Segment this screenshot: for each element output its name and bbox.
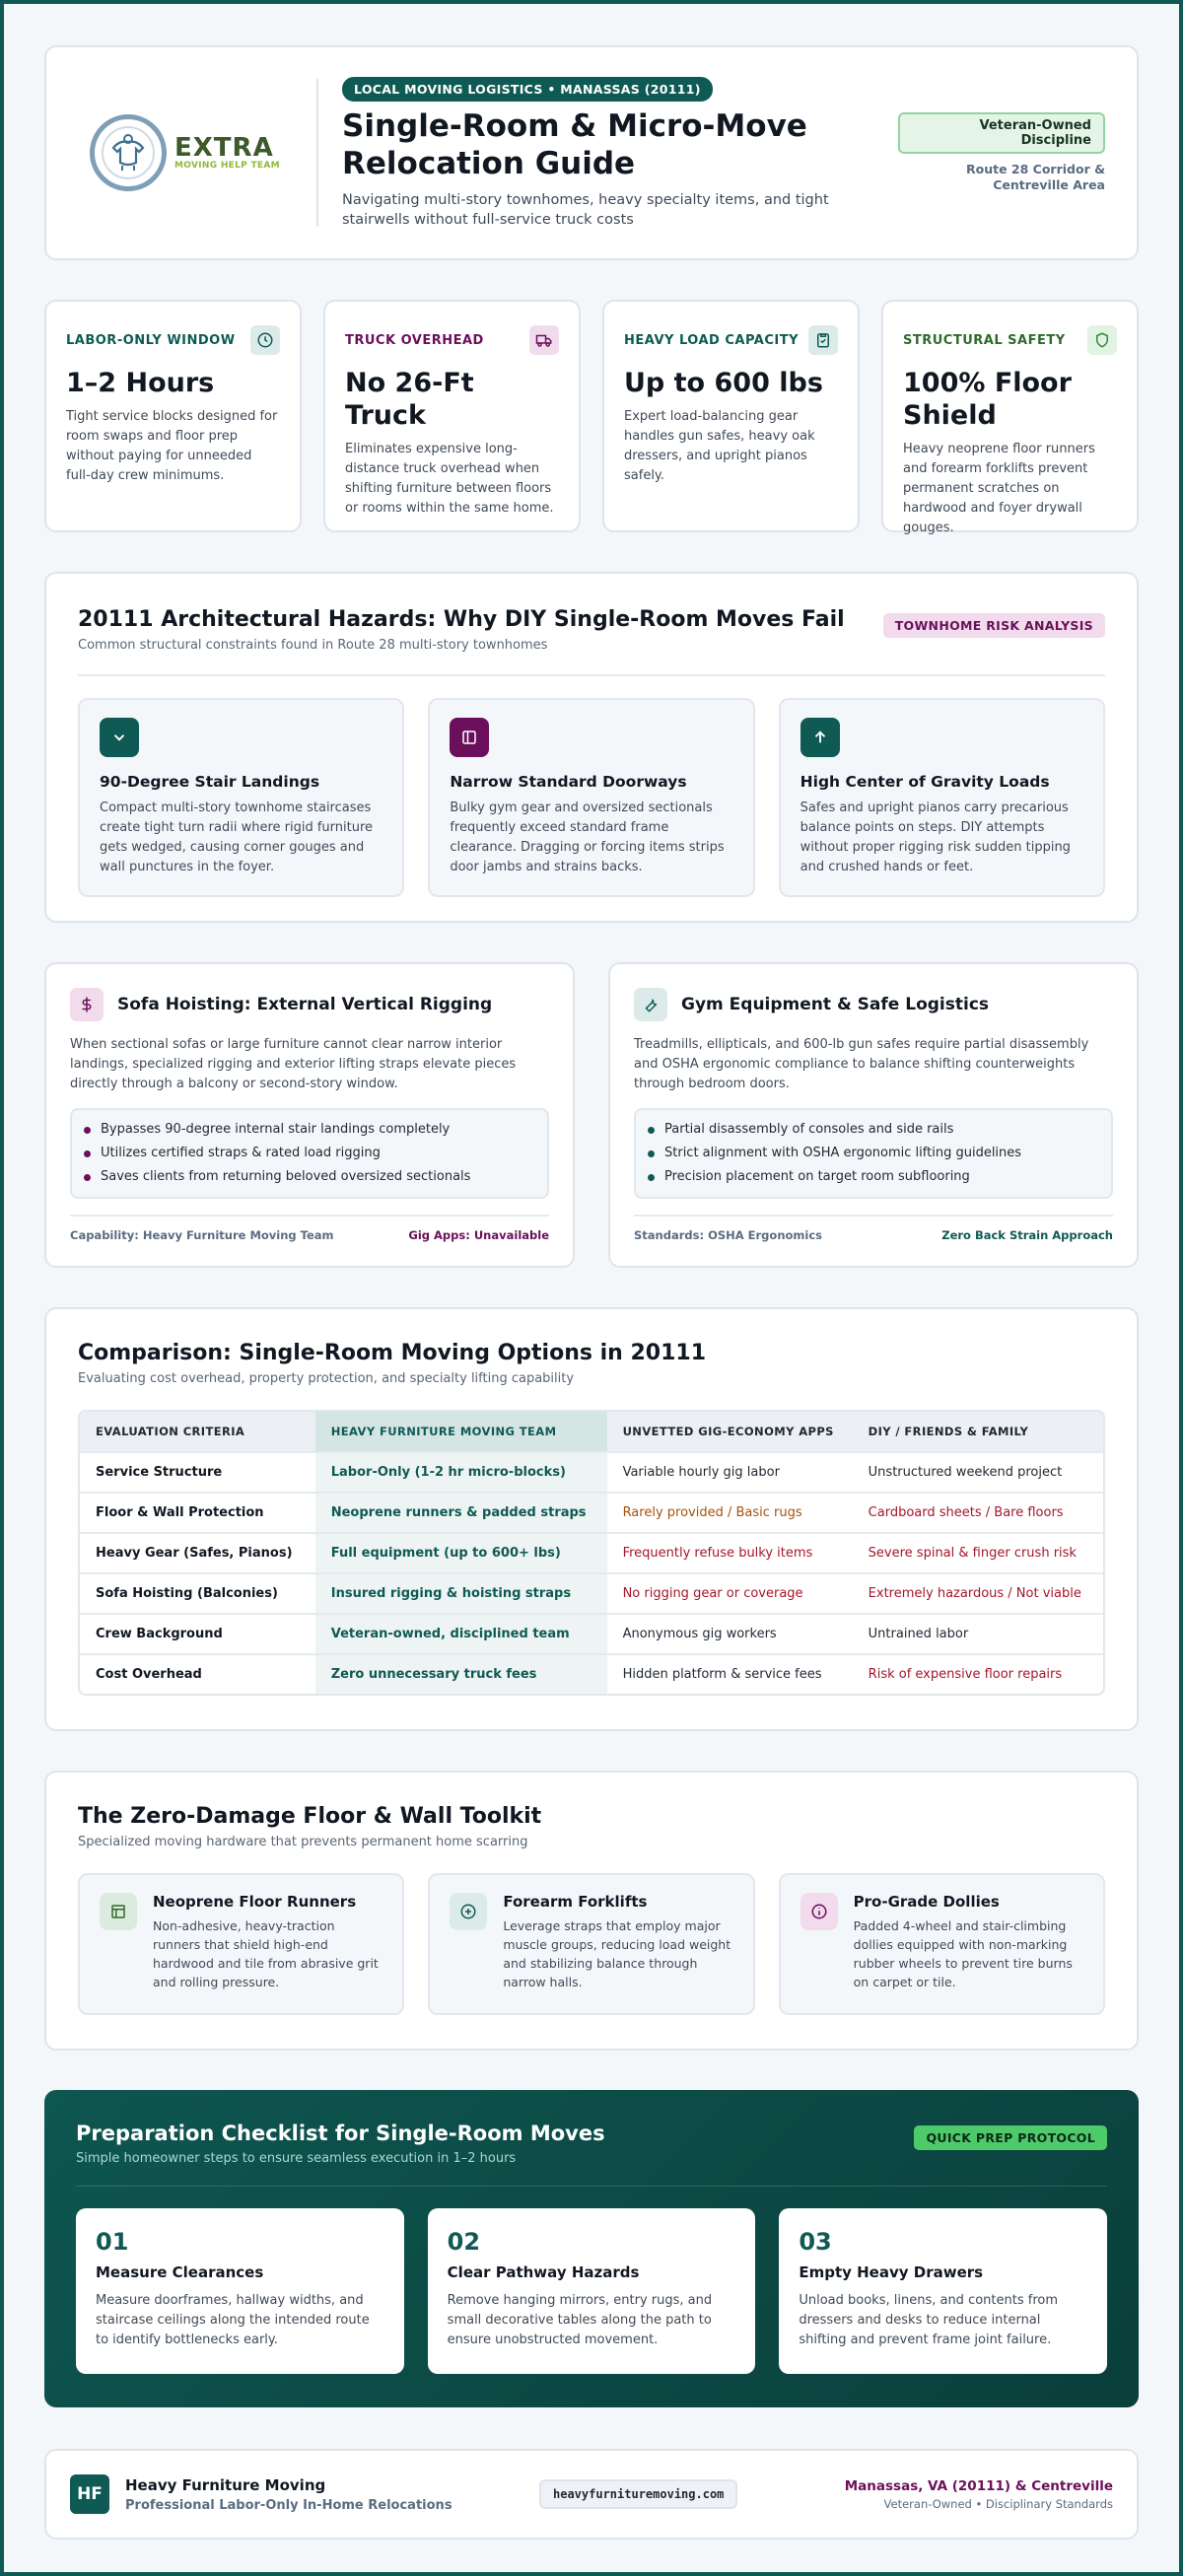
plus-circle-icon (450, 1893, 487, 1930)
page-subtitle: Navigating multi-story townhomes, heavy specialty items, and tight stairwells without full-service truck costs (342, 191, 829, 228)
toolkit-item-description: Non-adhesive, heavy-traction runners that shield high-end hardwood and tile from abrasive grit and rolling pressure. (153, 1918, 379, 1989)
shield-icon (1087, 325, 1117, 355)
hazard-description: Safes and upright pianos carry precarious balance points on steps. DIY attempts without proper rigging risk sudden tipping and crushed hands or feet. (800, 801, 1071, 874)
page-footer (44, 2449, 1139, 2540)
bullet-dot (648, 1150, 655, 1157)
table-cell: Insured rigging & hoisting straps (315, 1572, 607, 1613)
header-divider (316, 79, 318, 227)
stat-label: STRUCTURAL SAFETY (903, 332, 1066, 348)
header-kicker: LOCAL MOVING LOGISTICS • MANASSAS (20111) (342, 77, 713, 102)
capability-card (44, 962, 575, 1268)
table-cell: Cardboard sheets / Bare floors (853, 1492, 1103, 1532)
hazards-section (44, 572, 1139, 923)
list-item (84, 1142, 535, 1165)
table-cell: Hidden platform & service fees (607, 1653, 853, 1694)
capability-title: Gym Equipment & Safe Logistics (681, 995, 990, 1014)
point-text: Utilizes certified straps & rated load rigging (101, 1146, 381, 1160)
comparison-title: Comparison: Single-Room Moving Options in 20111 (78, 1341, 707, 1365)
checklist-step (779, 2208, 1107, 2374)
brand-logo[interactable] (90, 114, 295, 191)
footer-standards: Veteran-Owned • Disciplinary Standards (883, 2496, 1113, 2511)
page-header (44, 45, 1139, 260)
bullet-dot (84, 1127, 91, 1134)
comparison-table (78, 1410, 1105, 1696)
step-description: Measure doorframes, hallway widths, and staircase ceilings along the intended route to identify bottlenecks early. (96, 2293, 370, 2347)
capability-footer-left: Standards: OSHA Ergonomics (634, 1228, 822, 1242)
bullet-dot (648, 1174, 655, 1181)
checklist-section (44, 2090, 1139, 2407)
column-header: HEAVY FURNITURE MOVING TEAM (315, 1412, 607, 1451)
toolkit-section (44, 1771, 1139, 2051)
table-row (80, 1492, 1103, 1532)
list-item (84, 1165, 535, 1189)
hazard-title: 90-Degree Stair Landings (100, 773, 320, 791)
capability-card (608, 962, 1139, 1268)
chevron-down-icon (100, 718, 139, 757)
table-row (80, 1572, 1103, 1613)
footer-logo: HF (70, 2474, 109, 2514)
step-description: Unload books, linens, and contents from dressers and desks to reduce internal shifting and prevent frame joint failure. (799, 2293, 1058, 2347)
toolkit-item-title: Forearm Forklifts (503, 1893, 648, 1911)
capability-description: Treadmills, ellipticals, and 600-lb gun safes require partial disassembly and OSHA ergonomic compliance to balance shifting counterweights through bedroom doors. (634, 1037, 1089, 1091)
capability-footer-right: Gig Apps: Unavailable (408, 1228, 549, 1242)
table-cell: Anonymous gig workers (607, 1613, 853, 1653)
risk-analysis-badge: TOWNHOME RISK ANALYSIS (883, 613, 1105, 638)
wrench-icon (634, 988, 667, 1021)
table-row (80, 1532, 1103, 1572)
capabilities-row (44, 962, 1139, 1268)
column-header: DIY / FRIENDS & FAMILY (853, 1412, 1103, 1451)
stat-value: Up to 600 lbs (624, 368, 823, 398)
bullet-dot (84, 1150, 91, 1157)
hazard-description: Compact multi-story townhome staircases create tight turn radii where rigid furniture gets wedged, causing corner gouges and wall punctures in the foyer. (100, 801, 374, 874)
hazard-card (78, 698, 404, 897)
table-cell: Risk of expensive floor repairs (853, 1653, 1103, 1694)
table-cell: Untrained labor (853, 1613, 1103, 1653)
truck-icon (529, 325, 559, 355)
toolkit-subtitle: Specialized moving hardware that prevents permanent home scarring (78, 1835, 528, 1849)
table-row (80, 1653, 1103, 1694)
comparison-section (44, 1307, 1139, 1731)
point-text: Precision placement on target room subflooring (664, 1169, 970, 1184)
stat-label: HEAVY LOAD CAPACITY (624, 332, 799, 348)
footer-location: Manassas, VA (20111) & Centreville (844, 2477, 1113, 2494)
table-cell: Severe spinal & finger crush risk (853, 1532, 1103, 1572)
criteria-cell: Service Structure (80, 1451, 315, 1492)
point-text: Partial disassembly of consoles and side rails (664, 1122, 954, 1137)
toolkit-item-title: Pro-Grade Dollies (853, 1893, 1000, 1911)
step-title: Empty Heavy Drawers (799, 2263, 984, 2281)
table-cell: Neoprene runners & padded straps (315, 1492, 607, 1532)
stat-description: Eliminates expensive long-distance truck overhead when shifting furniture between floors or rooms within the same home. (345, 442, 554, 516)
table-header-row (80, 1412, 1103, 1451)
capability-description: When sectional sofas or large furniture cannot clear narrow interior landings, specialized rigging and exterior lifting straps elevate pieces directly through a balcony or second-story window. (70, 1037, 517, 1091)
table-cell: Labor-Only (1-2 hr micro-blocks) (315, 1451, 607, 1492)
checklist-divider (76, 2186, 1107, 2187)
table-cell: Variable hourly gig labor (607, 1451, 853, 1492)
column-header: EVALUATION CRITERIA (80, 1412, 315, 1451)
table-cell: Frequently refuse bulky items (607, 1532, 853, 1572)
list-item (648, 1118, 1099, 1142)
capability-title: Sofa Hoisting: External Vertical Rigging (117, 995, 493, 1014)
arrow-up-icon (800, 718, 840, 757)
info-circle-icon (800, 1893, 838, 1930)
table-cell: Unstructured weekend project (853, 1451, 1103, 1492)
hazard-card (779, 698, 1105, 897)
bullet-dot (648, 1127, 655, 1134)
step-number: 02 (447, 2228, 481, 2256)
hazard-card (428, 698, 754, 897)
stat-label: LABOR-ONLY WINDOW (66, 332, 236, 348)
dollar-icon (70, 988, 104, 1021)
table-cell: Veteran-owned, disciplined team (315, 1613, 607, 1653)
hazard-description: Bulky gym gear and oversized sectionals frequently exceed standard frame clearance. Dragging or forcing items strips door jambs and strains backs. (450, 801, 725, 874)
stat-card (881, 300, 1139, 535)
point-text: Strict alignment with OSHA ergonomic lifting guidelines (664, 1146, 1022, 1160)
comparison-body (80, 1451, 1103, 1694)
stat-value: 1–2 Hours (66, 368, 215, 398)
step-title: Clear Pathway Hazards (447, 2263, 640, 2281)
step-title: Measure Clearances (96, 2263, 264, 2281)
table-row (80, 1613, 1103, 1653)
column-header: UNVETTED GIG-ECONOMY APPS (607, 1412, 853, 1451)
toolkit-item-description: Leverage straps that employ major muscle groups, reducing load weight and stabilizing balance through narrow halls. (503, 1918, 731, 1989)
table-cell: No rigging gear or coverage (607, 1572, 853, 1613)
toolkit-card (779, 1873, 1105, 2015)
point-text: Bypasses 90-degree internal stair landings completely (101, 1122, 451, 1137)
toolkit-title: The Zero-Damage Floor & Wall Toolkit (78, 1804, 542, 1829)
website-link[interactable]: heavyfurnituremoving.com (539, 2479, 737, 2509)
stat-description: Expert load-balancing gear handles gun safes, heavy oak dressers, and upright pianos safely. (624, 409, 815, 483)
criteria-cell: Heavy Gear (Safes, Pianos) (80, 1532, 315, 1572)
layout-icon (100, 1893, 137, 1930)
checklist-step (428, 2208, 756, 2374)
stat-card (44, 300, 302, 532)
clock-icon (250, 325, 280, 355)
logo-wordmark: EXTRA (174, 133, 274, 163)
checklist-step (76, 2208, 404, 2374)
checklist-subtitle: Simple homeowner steps to ensure seamless execution in 1–2 hours (76, 2151, 517, 2166)
doorway-icon (450, 718, 489, 757)
list-item (84, 1118, 535, 1142)
hazards-title: 20111 Architectural Hazards: Why DIY Single-Room Moves Fail (78, 607, 845, 632)
table-cell: Rarely provided / Basic rugs (607, 1492, 853, 1532)
page-title: Single-Room & Micro-Move Relocation Guide (342, 107, 807, 181)
toolkit-card (78, 1873, 404, 2015)
quick-prep-badge: QUICK PREP PROTOCOL (914, 2125, 1107, 2150)
list-item (648, 1142, 1099, 1165)
table-cell: Extremely hazardous / Not viable (853, 1572, 1103, 1613)
stats-row (44, 300, 1139, 535)
table-cell: Full equipment (up to 600+ lbs) (315, 1532, 607, 1572)
logo-tagline: MOVING HELP TEAM (174, 161, 280, 171)
clipboard-icon (808, 325, 838, 355)
stat-value: 100% Floor Shield (903, 368, 1072, 431)
list-item (648, 1165, 1099, 1189)
stat-description: Tight service blocks designed for room swaps and floor prep without paying for unneeded full-day crew minimums. (66, 409, 278, 483)
hazard-title: Narrow Standard Doorways (450, 773, 687, 791)
point-text: Saves clients from returning beloved oversized sectionals (101, 1169, 471, 1184)
stat-value: No 26-Ft Truck (345, 368, 474, 431)
footer-company-name: Heavy Furniture Moving (125, 2475, 326, 2494)
mover-mascot-icon (90, 114, 167, 191)
capability-footer-right: Zero Back Strain Approach (941, 1228, 1113, 1242)
capability-points (634, 1108, 1113, 1199)
toolkit-card (428, 1873, 754, 2015)
stat-description: Heavy neoprene floor runners and forearm forklifts prevent permanent scratches on hardwood and foyer drywall gouges. (903, 442, 1095, 535)
step-number: 03 (799, 2228, 832, 2256)
section-divider (78, 674, 1105, 676)
step-description: Remove hanging mirrors, entry rugs, and small decorative tables along the path to ensure unobstructed movement. (447, 2293, 713, 2347)
table-row (80, 1451, 1103, 1492)
toolkit-item-title: Neoprene Floor Runners (153, 1893, 357, 1911)
hazard-title: High Center of Gravity Loads (800, 773, 1050, 791)
stat-label: TRUCK OVERHEAD (345, 332, 484, 348)
table-cell: Zero unnecessary truck fees (315, 1653, 607, 1694)
stat-card (602, 300, 860, 532)
criteria-cell: Cost Overhead (80, 1653, 315, 1694)
veteran-badge: Veteran-Owned Discipline (898, 112, 1105, 154)
criteria-cell: Floor & Wall Protection (80, 1492, 315, 1532)
criteria-cell: Crew Background (80, 1613, 315, 1653)
step-number: 01 (96, 2228, 129, 2256)
criteria-cell: Sofa Hoisting (Balconies) (80, 1572, 315, 1613)
bullet-dot (84, 1174, 91, 1181)
capability-footer-left: Capability: Heavy Furniture Moving Team (70, 1228, 334, 1242)
comparison-subtitle: Evaluating cost overhead, property protection, and specialty lifting capability (78, 1371, 575, 1386)
capability-points (70, 1108, 549, 1199)
service-area: Route 28 Corridor & Centreville Area (966, 162, 1105, 192)
checklist-title: Preparation Checklist for Single-Room Moves (76, 2122, 605, 2145)
stat-card (323, 300, 581, 532)
footer-tagline: Professional Labor-Only In-Home Relocations (125, 2497, 452, 2513)
toolkit-item-description: Padded 4-wheel and stair-climbing dollies equipped with non-marking rubber wheels to prevent tire burns on carpet or tile. (853, 1918, 1073, 1989)
hazards-subtitle: Common structural constraints found in Route 28 multi-story townhomes (78, 638, 548, 653)
